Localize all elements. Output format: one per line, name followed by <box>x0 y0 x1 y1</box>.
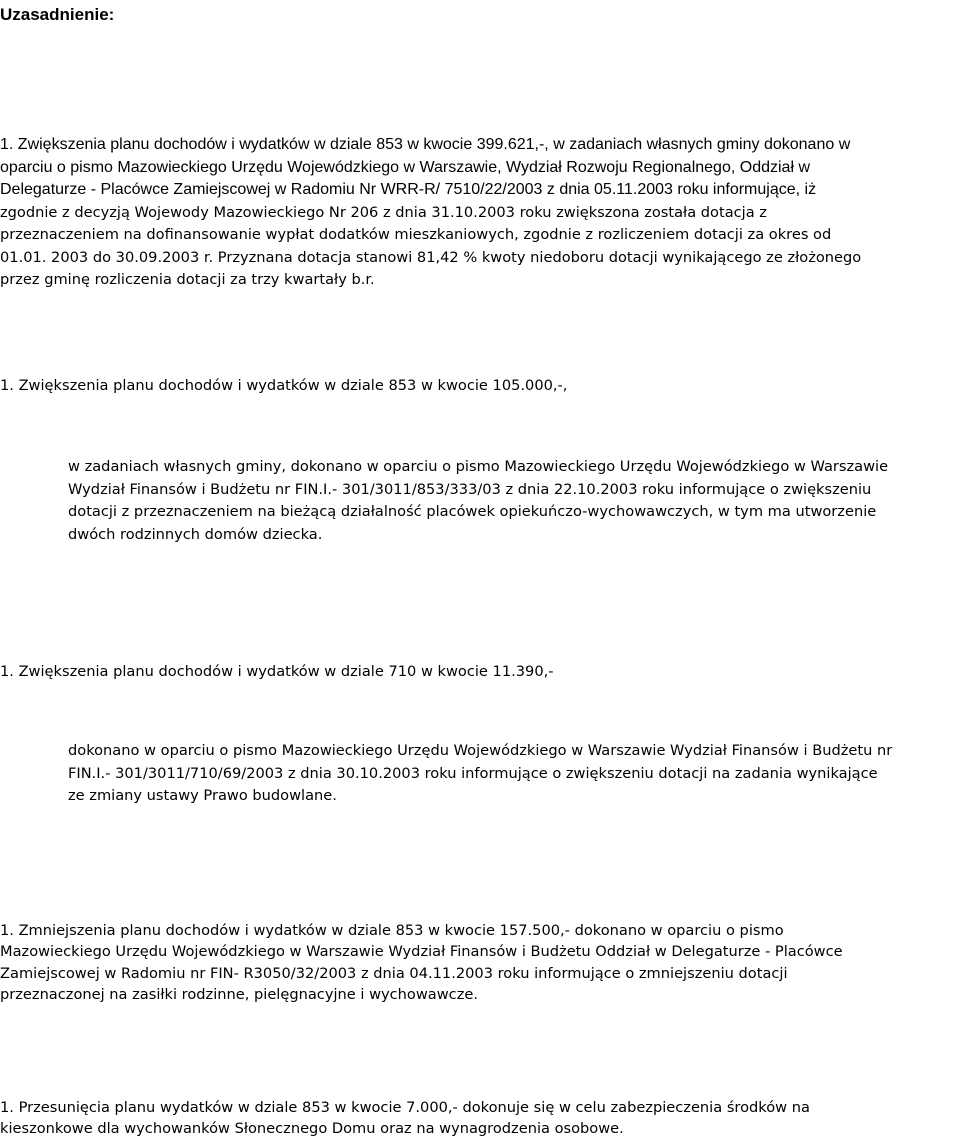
paragraph-6-line-2: Mazowieckiego Urzędu Wojewódzkiego w Warszawie Wydział Finansów i Budżetu Oddział w Delegaturze - Placówce <box>0 943 843 961</box>
paragraph-3 <box>68 456 888 546</box>
paragraph-2-line-1: 1. Zwiększenia planu dochodów i wydatków w dziale 853 w kwocie 105.000,-, <box>0 377 568 394</box>
paragraph-6-line-3: Zamiejscowej w Radomiu nr FIN- R3050/32/2003 z dnia 04.11.2003 roku informujące o zmniejszeniu dotacji <box>0 964 788 982</box>
paragraph-5-line-1: dokonano w oparciu o pismo Mazowieckiego Urzędu Wojewódzkiego w Warszawie Wydział Finansów i Budżetu nr <box>68 742 893 759</box>
paragraph-5-line-3: ze zmiany ustawy Prawo budowlane. <box>68 787 337 805</box>
document-heading: Uzasadnienie: <box>0 5 115 24</box>
paragraph-6-line-4: przeznaczonej na zasiłki rodzinne, pielęgnacyjne i wychowawcze. <box>0 985 478 1003</box>
paragraph-4 <box>0 661 554 684</box>
paragraph-1 <box>0 134 861 292</box>
paragraph-5-line-2: FIN.I.- 301/3011/710/69/2003 z dnia 30.10.2003 roku informujące o zwiększeniu dotacji na zadania wynikające <box>68 764 878 782</box>
paragraph-4-line-1: 1. Zwiększenia planu dochodów i wydatków w dziale 710 w kwocie 11.390,- <box>0 663 554 680</box>
paragraph-1-line-3: Delegaturze - Placówce Zamiejscowej w Radomiu Nr WRR-R/ 7510/22/2003 z dnia 05.11.2003 roku informujące, iż <box>0 181 817 198</box>
paragraph-3-line-1: w zadaniach własnych gminy, dokonano w oparciu o pismo Mazowieckiego Urzędu Wojewódzkiego w Warszawie <box>68 458 889 475</box>
paragraph-1-line-2: oparciu o pismo Mazowieckiego Urzędu Wojewódzkiego w Warszawie, Wydział Rozwoju Regionalnego, Oddział w <box>0 158 810 176</box>
paragraph-3-line-4: dwóch rodzinnych domów dziecka. <box>68 525 323 543</box>
paragraph-1-line-6: 01.01. 2003 do 30.09.2003 r. Przyznana dotacja stanowi 81,42 % kwoty niedoboru dotacji wynikającego ze złożonego <box>0 248 862 266</box>
paragraph-6-line-1: 1. Zmniejszenia planu dochodów i wydatków w dziale 853 w kwocie 157.500,- dokonano w oparciu o pismo <box>0 922 784 939</box>
paragraph-3-line-2: Wydział Finansów i Budżetu nr FIN.I.- 301/3011/853/333/03 z dnia 22.10.2003 roku informujące o zwiększeniu <box>68 480 872 498</box>
paragraph-7 <box>0 1097 810 1140</box>
paragraph-7-line-1: 1. Przesunięcia planu wydatków w dziale 853 w kwocie 7.000,- dokonuje się w celu zabezpieczenia środków na <box>0 1099 810 1116</box>
paragraph-5 <box>68 740 892 808</box>
paragraph-6 <box>0 920 843 1005</box>
paragraph-1-line-1: 1. Zwiększenia planu dochodów i wydatków w dziale 853 w kwocie 399.621,-, w zadaniach własnych gminy dokonano w <box>0 136 851 153</box>
paragraph-1-line-5: przeznaczeniem na dofinansowanie wypłat dodatków mieszkaniowych, zgodnie z rozliczeniem dotacji za okres od <box>0 226 832 244</box>
paragraph-1-line-4: zgodnie z decyzją Wojewody Mazowieckiego Nr 206 z dnia 31.10.2003 roku zwiększona została dotacja z <box>0 203 767 221</box>
paragraph-7-line-2: kieszonkowe dla wychowanków Słonecznego Domu oraz na wynagrodzenia osobowe. <box>0 1120 624 1138</box>
paragraph-1-line-7: przez gminę rozliczenia dotacji za trzy kwartały b.r. <box>0 271 375 289</box>
paragraph-3-line-3: dotacji z przeznaczeniem na bieżącą działalność placówek opiekuńczo-wychowawczych, w tym ma utworzenie <box>68 503 877 521</box>
paragraph-2 <box>0 375 567 398</box>
